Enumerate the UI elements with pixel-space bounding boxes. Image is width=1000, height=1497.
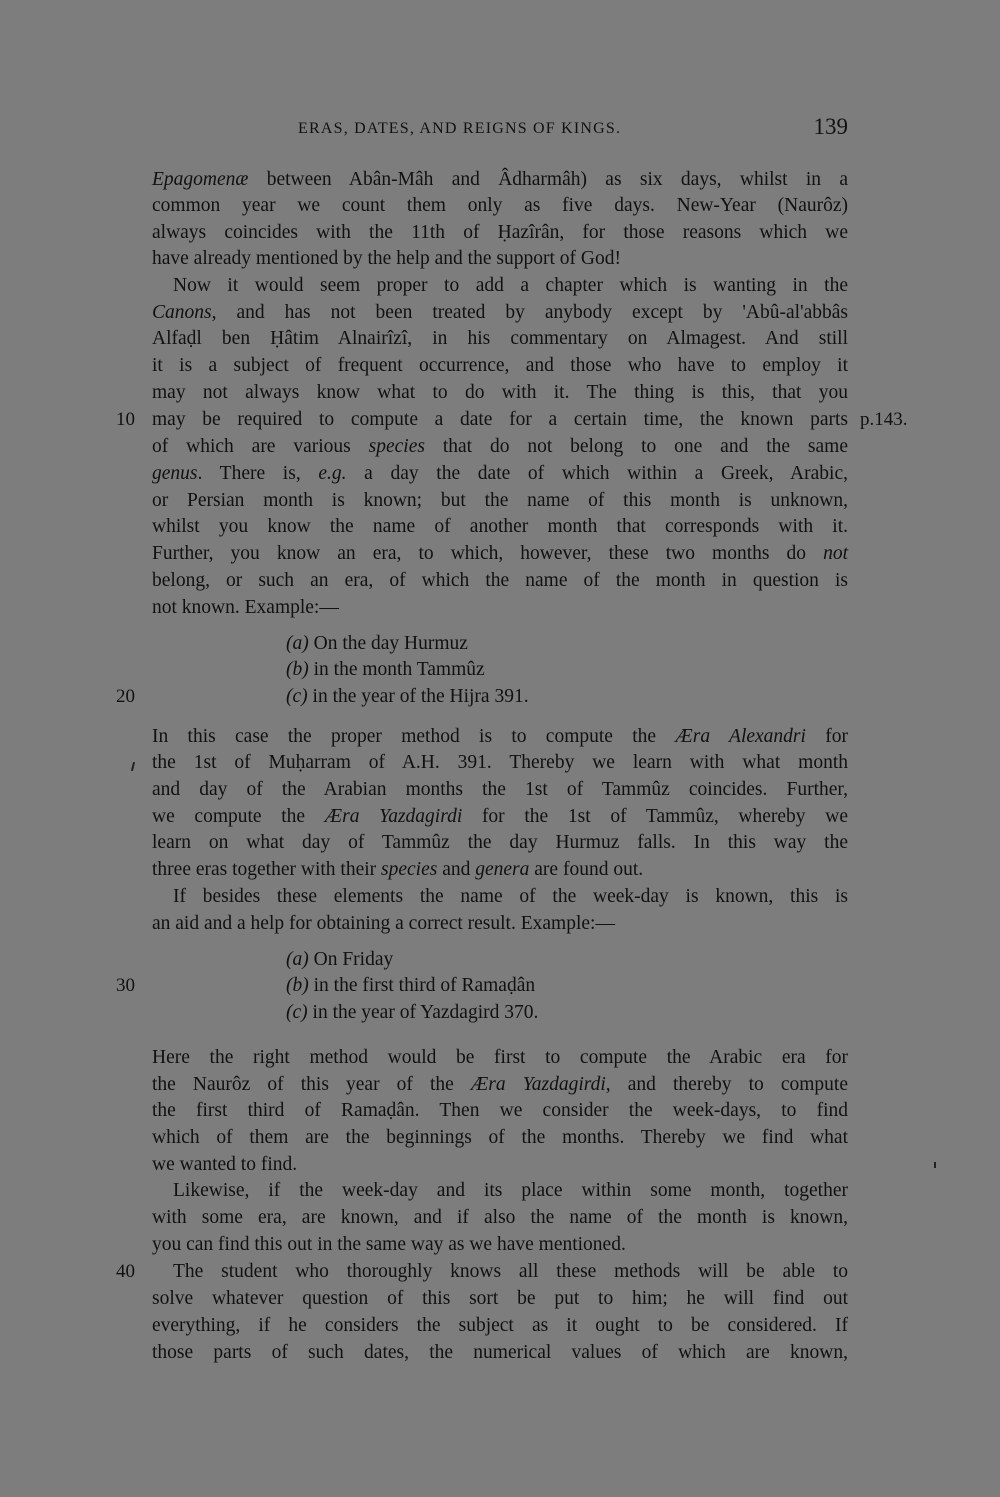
running-head: ERAS, DATES, AND REIGNS OF KINGS.	[298, 120, 622, 137]
line-number: 20	[116, 686, 135, 707]
text-line: or Persian month is known; but the name of this month is unknown,	[152, 490, 848, 511]
text-line: we wanted to find.	[152, 1154, 298, 1175]
text-line: If besides these elements the name of the week-day is known, this is	[173, 886, 848, 907]
text-line: the first third of Ramaḍân. Then we consider the week-days, to find	[152, 1100, 848, 1121]
text-line: the Naurôz of this year of the Æra Yazdagirdi, and thereby to compute	[152, 1074, 848, 1095]
text-line: it is a subject of frequent occurrence, and those who have to employ it	[152, 355, 848, 376]
text-line: you can find this out in the same way as we have mentioned.	[152, 1234, 626, 1255]
page-number: 139	[813, 114, 848, 139]
text-line: solve whatever question of this sort be put to him; he will find out	[152, 1288, 848, 1309]
text-line: common year we count them only as five days. New-Year (Naurôz)	[152, 195, 848, 216]
text-line: The student who thoroughly knows all these methods will be able to	[173, 1261, 848, 1282]
text-line: always coincides with the 11th of Ḥazîrân, for those reasons which we	[152, 222, 848, 243]
text-line: not known. Example:—	[152, 597, 339, 618]
text-line: In this case the proper method is to compute the Æra Alexandri for	[152, 726, 848, 747]
example-item: (a) On the day Hurmuz	[286, 633, 468, 654]
line-number: 10	[116, 409, 135, 430]
text-line: we compute the Æra Yazdagirdi for the 1st of Tammûz, whereby we	[152, 806, 848, 827]
text-line: learn on what day of Tammûz the day Hurmuz falls. In this way the	[152, 832, 848, 853]
text-line: may be required to compute a date for a certain time, the known parts	[152, 409, 848, 430]
text-line: Further, you know an era, to which, however, these two months do not	[152, 543, 848, 564]
line-number: 30	[116, 975, 135, 996]
example-item: (b) in the month Tammûz	[286, 659, 485, 680]
text-line: Epagomenæ between Abân-Mâh and Âdharmâh) as six days, whilst in a	[152, 169, 848, 190]
example-item: (c) in the year of the Hijra 391.	[286, 686, 529, 707]
example-item: (a) On Friday	[286, 949, 394, 970]
text-line: belong, or such an era, of which the name of the month in question is	[152, 570, 848, 591]
margin-speck	[934, 1162, 936, 1168]
example-item: (c) in the year of Yazdagird 370.	[286, 1002, 539, 1023]
text-line: Now it would seem proper to add a chapter which is wanting in the	[173, 275, 848, 296]
text-line: which of them are the beginnings of the months. Thereby we find what	[152, 1127, 848, 1148]
line-number: 40	[116, 1261, 135, 1282]
text-line: with some era, are known, and if also the name of the month is known,	[152, 1207, 848, 1228]
text-line: and day of the Arabian months the 1st of Tammûz coincides. Further,	[152, 779, 848, 800]
margin-speck	[131, 762, 135, 771]
text-line: everything, if he considers the subject as it ought to be considered. If	[152, 1315, 848, 1336]
example-item: (b) in the first third of Ramaḍân	[286, 975, 536, 996]
text-line: of which are various species that do not belong to one and the same	[152, 436, 848, 457]
text-line: whilst you know the name of another month that corresponds with it.	[152, 516, 848, 537]
page-reference: p.143.	[860, 409, 908, 430]
text-line: Likewise, if the week-day and its place within some month, together	[173, 1180, 848, 1201]
text-line: Here the right method would be first to compute the Arabic era for	[152, 1047, 848, 1068]
page-header	[150, 116, 850, 144]
text-line: three eras together with their species and genera are found out.	[152, 859, 644, 880]
text-line: genus. There is, e.g. a day the date of which within a Greek, Arabic,	[152, 463, 848, 484]
text-line: those parts of such dates, the numerical values of which are known,	[152, 1342, 848, 1363]
text-line: may not always know what to do with it. The thing is this, that you	[152, 382, 848, 403]
text-line: the 1st of Muḥarram of A.H. 391. Thereby we learn with what month	[152, 752, 848, 773]
text-line: Alfaḍl ben Ḥâtim Alnairîzî, in his commentary on Almagest. And still	[152, 328, 848, 349]
text-line: Canons, and has not been treated by anybody except by 'Abû-al'abbâs	[152, 302, 848, 323]
text-line: an aid and a help for obtaining a correct result. Example:—	[152, 913, 615, 934]
text-line: have already mentioned by the help and the support of God!	[152, 248, 621, 269]
